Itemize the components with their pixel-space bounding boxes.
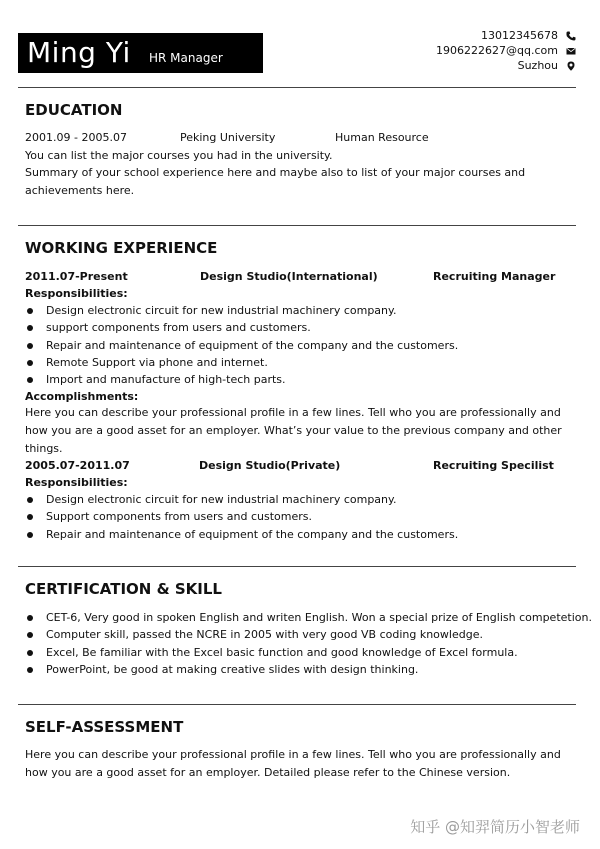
list-item: CET-6, Very good in spoken English and writen English. Won a special prize of English competetion. xyxy=(25,609,592,626)
cert-heading: CERTIFICATION & SKILL xyxy=(25,580,222,598)
list-item: Excel, Be familiar with the Excel basic function and good knowledge of Excel formula. xyxy=(25,644,592,661)
list-item: Repair and maintenance of equipment of the company and the customers. xyxy=(25,526,458,543)
accomplishments-label: Accomplishments: xyxy=(25,390,139,403)
phone-text: 13012345678 xyxy=(481,29,558,42)
list-item: Computer skill, passed the NCRE in 2005 with very good VB coding knowledge. xyxy=(25,626,592,643)
list-item: support components from users and customers. xyxy=(25,319,458,336)
list-item: Support components from users and customers. xyxy=(25,508,458,525)
list-item: Import and manufacture of high-tech parts. xyxy=(25,371,458,388)
education-summary: Summary of your school experience here and maybe also to list of your major courses and achievements here. xyxy=(25,166,526,197)
job-company: Design Studio(Private) xyxy=(199,459,341,472)
education-school: Peking University xyxy=(180,131,276,144)
contact-location xyxy=(436,58,576,73)
mail-icon xyxy=(566,46,576,56)
cert-list xyxy=(25,609,592,678)
job-period: 2005.07-2011.07 xyxy=(25,459,130,472)
responsibilities-label: Responsibilities: xyxy=(25,476,128,489)
list-item: Design electronic circuit for new industrial machinery company. xyxy=(25,491,458,508)
job-row xyxy=(25,459,554,472)
education-period: 2001.09 - 2005.07 xyxy=(25,131,127,144)
job-role: Recruiting Manager xyxy=(433,270,556,283)
name-banner xyxy=(18,33,263,73)
location-pin-icon xyxy=(566,61,576,71)
contact-email xyxy=(436,43,576,58)
list-item: Design electronic circuit for new industrial machinery company. xyxy=(25,302,458,319)
divider xyxy=(18,704,576,705)
self-heading: SELF-ASSESSMENT xyxy=(25,718,184,736)
job-company: Design Studio(International) xyxy=(200,270,378,283)
job-row xyxy=(25,270,556,283)
phone-icon xyxy=(566,31,576,41)
divider xyxy=(18,87,576,88)
education-courses: You can list the major courses you had in the university. xyxy=(25,149,333,162)
list-item: Repair and maintenance of equipment of the company and the customers. xyxy=(25,337,458,354)
education-row xyxy=(25,131,429,144)
candidate-title: HR Manager xyxy=(149,51,223,65)
responsibilities-list xyxy=(25,491,458,543)
divider xyxy=(18,566,576,567)
accomplishments-text: Here you can describe your professional profile in a few lines. Tell who you are professionally and how you are a good asset for an employer. What’s your value to the previous company and other things. xyxy=(25,406,562,455)
list-item: PowerPoint, be good at making creative slides with design thinking. xyxy=(25,661,592,678)
job-role: Recruiting Specilist xyxy=(433,459,554,472)
email-text: 1906222627@qq.com xyxy=(436,44,558,57)
work-heading: WORKING EXPERIENCE xyxy=(25,239,218,257)
location-text: Suzhou xyxy=(517,59,558,72)
job-period: 2011.07-Present xyxy=(25,270,128,283)
candidate-name: Ming Yi xyxy=(27,36,131,69)
education-major: Human Resource xyxy=(335,131,429,144)
list-item: Remote Support via phone and internet. xyxy=(25,354,458,371)
contact-block xyxy=(436,28,576,73)
education-heading: EDUCATION xyxy=(25,101,123,119)
watermark: 知乎 @知羿简历小智老师 xyxy=(410,818,580,836)
responsibilities-label: Responsibilities: xyxy=(25,287,128,300)
self-text: Here you can describe your professional profile in a few lines. Tell who you are professionally and how you are a good asset for an employer. Detailed please refer to the Chinese version. xyxy=(25,748,561,779)
responsibilities-list xyxy=(25,302,458,388)
divider xyxy=(18,225,576,226)
contact-phone xyxy=(436,28,576,43)
